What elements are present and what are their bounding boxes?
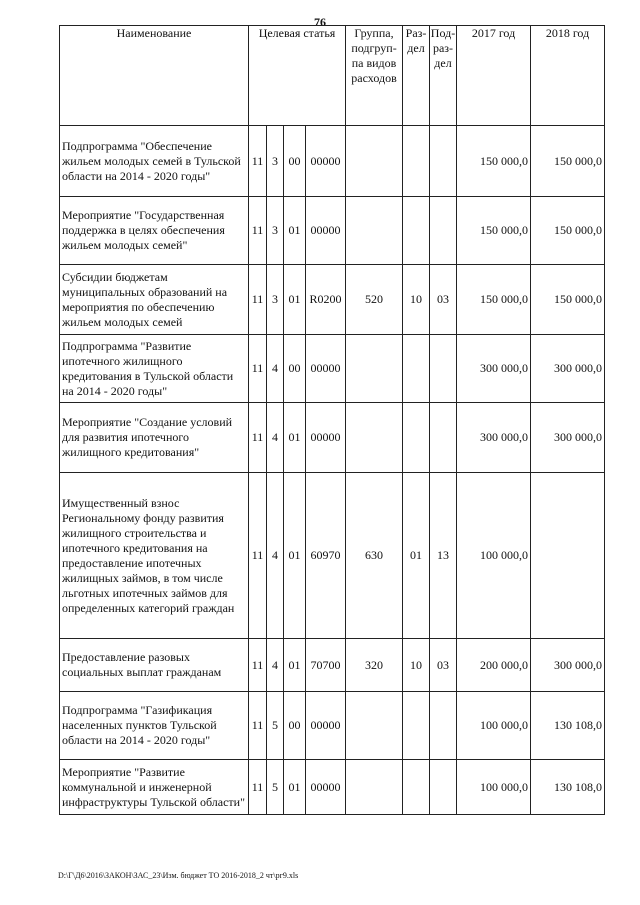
budget-table <box>59 25 605 815</box>
expense-group <box>346 197 403 265</box>
section-code: 10 <box>403 265 430 335</box>
subsection-code <box>430 692 457 760</box>
target-code-2: 3 <box>267 126 284 197</box>
target-code-4: R0200 <box>306 265 346 335</box>
amount-2018 <box>531 473 605 639</box>
table-row <box>60 760 605 815</box>
target-code-1: 11 <box>249 403 267 473</box>
target-code-4: 70700 <box>306 639 346 692</box>
target-code-1: 11 <box>249 639 267 692</box>
amount-2017: 200 000,0 <box>457 639 531 692</box>
amount-2018: 150 000,0 <box>531 265 605 335</box>
expense-group: 320 <box>346 639 403 692</box>
file-path-footer: D:\Г\Д6\2016\ЗАКОН\ЗАС_23\Изм. бюджет ТО 2016-2018_2 чт\рг9.xls <box>58 871 299 880</box>
target-code-3: 01 <box>284 639 306 692</box>
row-name: Имущественный взнос Региональному фонду развития жилищного строительства и ипотечного кредитования на предоставление ипотечных жилищных займов, в том числе льготных ипотечных займов для определенных категорий граждан <box>60 473 249 639</box>
subsection-code <box>430 335 457 403</box>
section-code <box>403 335 430 403</box>
section-code <box>403 126 430 197</box>
table-row <box>60 197 605 265</box>
target-code-3: 00 <box>284 335 306 403</box>
subsection-code: 03 <box>430 639 457 692</box>
amount-2017: 300 000,0 <box>457 403 531 473</box>
target-code-2: 4 <box>267 335 284 403</box>
target-code-3: 01 <box>284 760 306 815</box>
row-name: Мероприятие "Государственная поддержка в целях обеспечения жильем молодых семей" <box>60 197 249 265</box>
expense-group <box>346 335 403 403</box>
subsection-code: 13 <box>430 473 457 639</box>
target-code-3: 01 <box>284 197 306 265</box>
target-code-2: 5 <box>267 760 284 815</box>
target-code-4: 00000 <box>306 403 346 473</box>
amount-2018: 150 000,0 <box>531 197 605 265</box>
subsection-code <box>430 403 457 473</box>
expense-group: 520 <box>346 265 403 335</box>
target-code-3: 01 <box>284 265 306 335</box>
table-row <box>60 265 605 335</box>
page-number: 76 <box>314 15 326 29</box>
target-code-1: 11 <box>249 265 267 335</box>
amount-2017: 150 000,0 <box>457 126 531 197</box>
expense-group <box>346 126 403 197</box>
target-code-1: 11 <box>249 760 267 815</box>
header-group: Группа, подгруп-па видов расходов <box>346 26 403 126</box>
expense-group: 630 <box>346 473 403 639</box>
amount-2017: 150 000,0 <box>457 265 531 335</box>
target-code-4: 00000 <box>306 197 346 265</box>
table-row <box>60 126 605 197</box>
row-name: Субсидии бюджетам муниципальных образований на мероприятия по обеспечению жильем молодых семей <box>60 265 249 335</box>
amount-2018: 300 000,0 <box>531 639 605 692</box>
amount-2018: 130 108,0 <box>531 760 605 815</box>
target-code-1: 11 <box>249 335 267 403</box>
header-subsection: Под-раз-дел <box>430 26 457 126</box>
subsection-code: 03 <box>430 265 457 335</box>
header-row <box>60 26 605 126</box>
header-target: Целевая статья <box>249 26 346 126</box>
row-name: Подпрограмма "Обеспечение жильем молодых семей в Тульской области на 2014 - 2020 годы" <box>60 126 249 197</box>
expense-group <box>346 692 403 760</box>
target-code-2: 3 <box>267 197 284 265</box>
target-code-2: 4 <box>267 639 284 692</box>
subsection-code <box>430 197 457 265</box>
target-code-1: 11 <box>249 473 267 639</box>
table-row <box>60 692 605 760</box>
section-code <box>403 403 430 473</box>
target-code-3: 01 <box>284 403 306 473</box>
row-name: Подпрограмма "Развитие ипотечного жилищного кредитования в Тульской области на 2014 - 2020 годы" <box>60 335 249 403</box>
amount-2018: 300 000,0 <box>531 403 605 473</box>
table-row <box>60 335 605 403</box>
row-name: Подпрограмма "Газификация населенных пунктов Тульской области на 2014 - 2020 годы" <box>60 692 249 760</box>
expense-group <box>346 403 403 473</box>
target-code-4: 00000 <box>306 692 346 760</box>
table-row <box>60 473 605 639</box>
amount-2018: 130 108,0 <box>531 692 605 760</box>
target-code-3: 00 <box>284 126 306 197</box>
amount-2017: 100 000,0 <box>457 760 531 815</box>
header-section: Раз-дел <box>403 26 430 126</box>
subsection-code <box>430 760 457 815</box>
target-code-4: 00000 <box>306 126 346 197</box>
amount-2017: 100 000,0 <box>457 692 531 760</box>
target-code-4: 60970 <box>306 473 346 639</box>
amount-2018: 150 000,0 <box>531 126 605 197</box>
header-name: Наименование <box>60 26 249 126</box>
target-code-1: 11 <box>249 692 267 760</box>
target-code-3: 00 <box>284 692 306 760</box>
target-code-2: 5 <box>267 692 284 760</box>
amount-2017: 100 000,0 <box>457 473 531 639</box>
subsection-code <box>430 126 457 197</box>
header-2018: 2018 год <box>531 26 605 126</box>
target-code-4: 00000 <box>306 335 346 403</box>
amount-2017: 300 000,0 <box>457 335 531 403</box>
section-code <box>403 692 430 760</box>
target-code-1: 11 <box>249 197 267 265</box>
target-code-4: 00000 <box>306 760 346 815</box>
amount-2017: 150 000,0 <box>457 197 531 265</box>
row-name: Предоставление разовых социальных выплат гражданам <box>60 639 249 692</box>
section-code <box>403 197 430 265</box>
header-2017: 2017 год <box>457 26 531 126</box>
section-code: 01 <box>403 473 430 639</box>
section-code <box>403 760 430 815</box>
target-code-2: 3 <box>267 265 284 335</box>
row-name: Мероприятие "Создание условий для развития ипотечного жилищного кредитования" <box>60 403 249 473</box>
target-code-1: 11 <box>249 126 267 197</box>
section-code: 10 <box>403 639 430 692</box>
expense-group <box>346 760 403 815</box>
target-code-2: 4 <box>267 473 284 639</box>
amount-2018: 300 000,0 <box>531 335 605 403</box>
table-row <box>60 639 605 692</box>
row-name: Мероприятие "Развитие коммунальной и инженерной инфраструктуры Тульской области" <box>60 760 249 815</box>
table-row <box>60 403 605 473</box>
target-code-3: 01 <box>284 473 306 639</box>
target-code-2: 4 <box>267 403 284 473</box>
